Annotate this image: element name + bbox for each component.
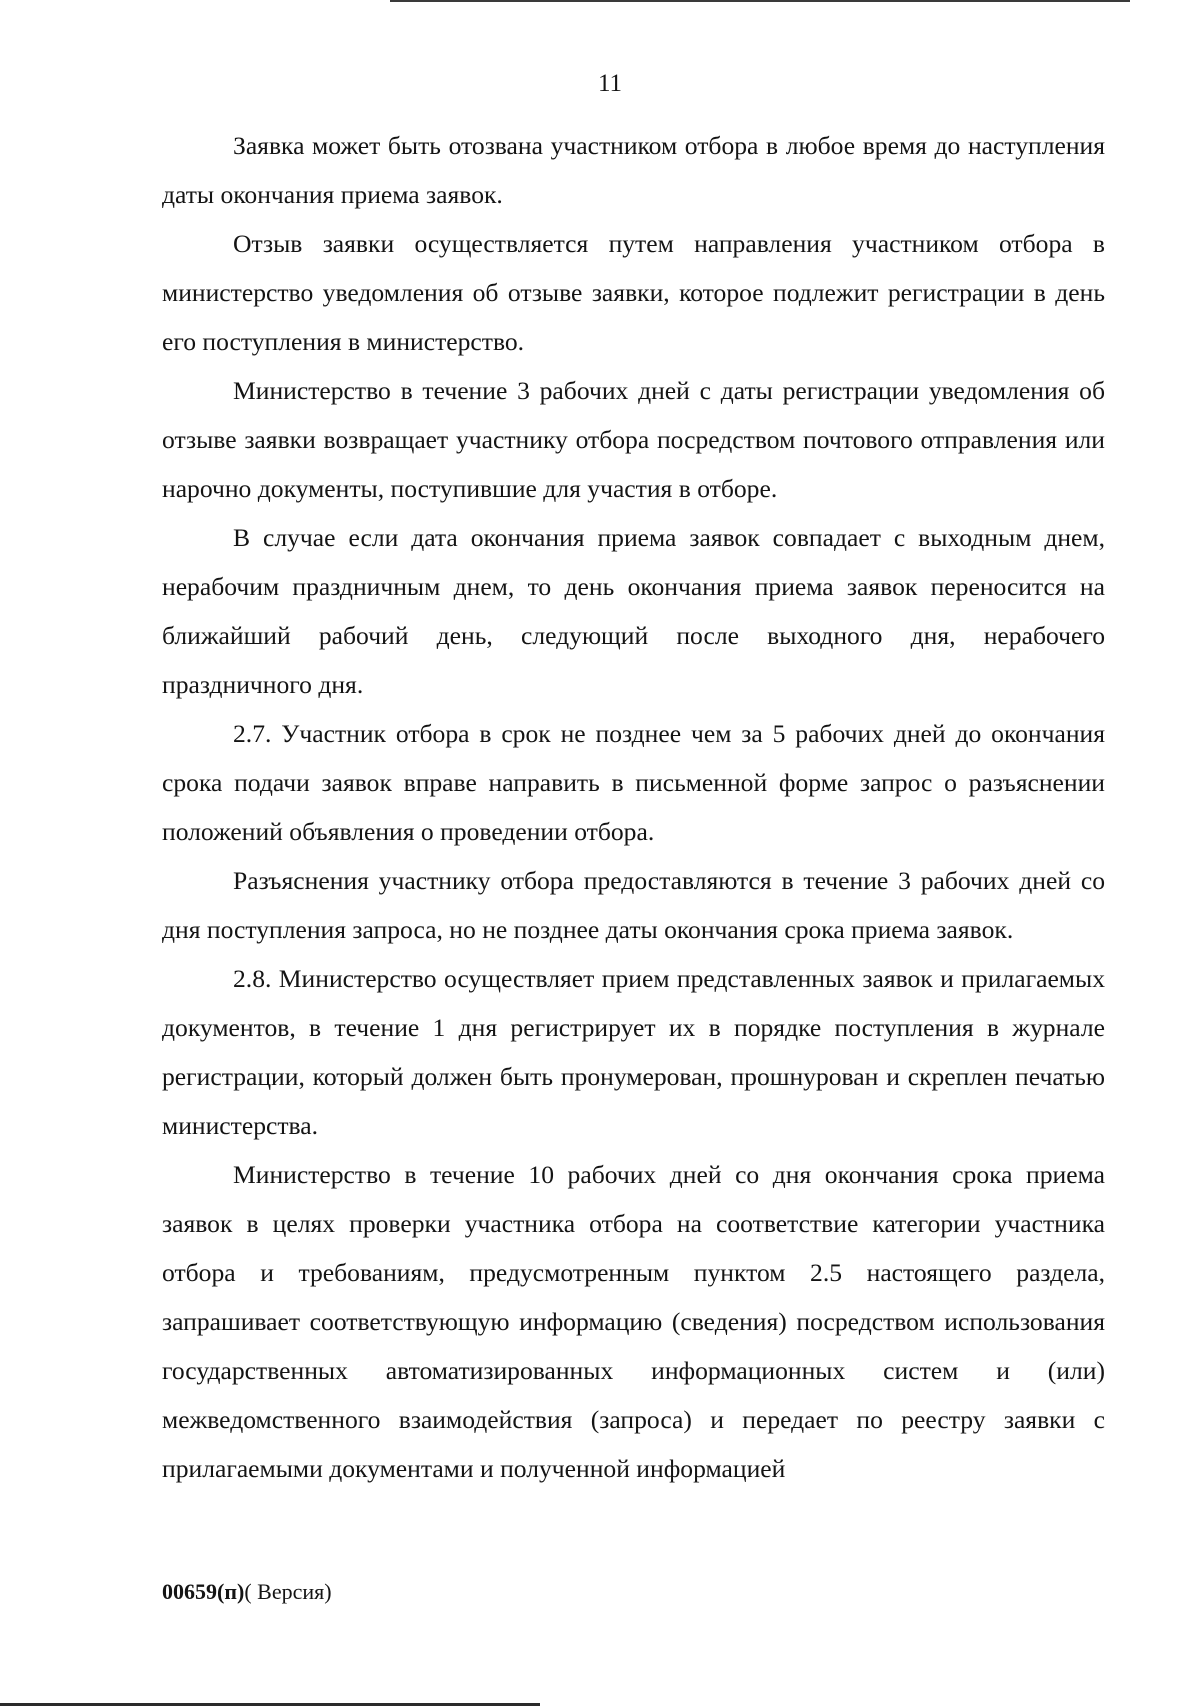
- bottom-rule-line: [0, 1703, 540, 1706]
- paragraph-document-return: Министерство в течение 3 рабочих дней с даты регистрации уведомления об отзыве заявки возвращает участнику отбора посредством почтового отправления или нарочно документы, поступившие для участия в отборе.: [162, 376, 1105, 503]
- footer-document-code: [162, 1577, 332, 1607]
- footer-version: ( Версия): [244, 1579, 332, 1604]
- paragraph-verification: Министерство в течение 10 рабочих дней со дня окончания срока приема заявок в целях проверки участника отбора на соответствие категории участника отбора и требованиям, предусмотренным пунктом 2.5 настоящего раздела, запрашивает соответствующую информацию (сведения) посредством использования государственных автоматизированных информационных систем и (или) межведомственного взаимодействия (запроса) и передает по реестру заявки с прилагаемыми документами и полученной информацией: [162, 1160, 1105, 1483]
- paragraph-deadline-holiday: В случае если дата окончания приема заявок совпадает с выходным днем, нерабочим праздничным днем, то день окончания приема заявок переносится на ближайший рабочий день, следующий после выходного дня, нерабочего праздничного дня.: [162, 523, 1105, 699]
- paragraph-withdrawal-procedure: Отзыв заявки осуществляется путем направления участником отбора в министерство уведомления об отзыве заявки, которое подлежит регистрации в день его поступления в министерство.: [162, 229, 1105, 356]
- paragraph-section-2-7: 2.7. Участник отбора в срок не позднее чем за 5 рабочих дней до окончания срока подачи заявок вправе направить в письменной форме запрос о разъяснении положений объявления о проведении отбора.: [162, 719, 1105, 846]
- body-text: [162, 121, 1105, 1493]
- footer-code: 00659(п): [162, 1579, 245, 1604]
- paragraph-clarifications: Разъяснения участнику отбора предоставляются в течение 3 рабочих дней со дня поступления запроса, но не позднее даты окончания срока приема заявок.: [162, 866, 1105, 944]
- paragraph-section-2-8: 2.8. Министерство осуществляет прием представленных заявок и прилагаемых документов, в течение 1 дня регистрирует их в порядке поступления в журнале регистрации, который должен быть пронумерован, прошнурован и скреплен печатью министерства.: [162, 964, 1105, 1140]
- page-number: 11: [597, 70, 623, 97]
- top-rule-line: [390, 0, 1130, 2]
- paragraph-withdrawal: Заявка может быть отозвана участником отбора в любое время до наступления даты окончания приема заявок.: [162, 131, 1105, 209]
